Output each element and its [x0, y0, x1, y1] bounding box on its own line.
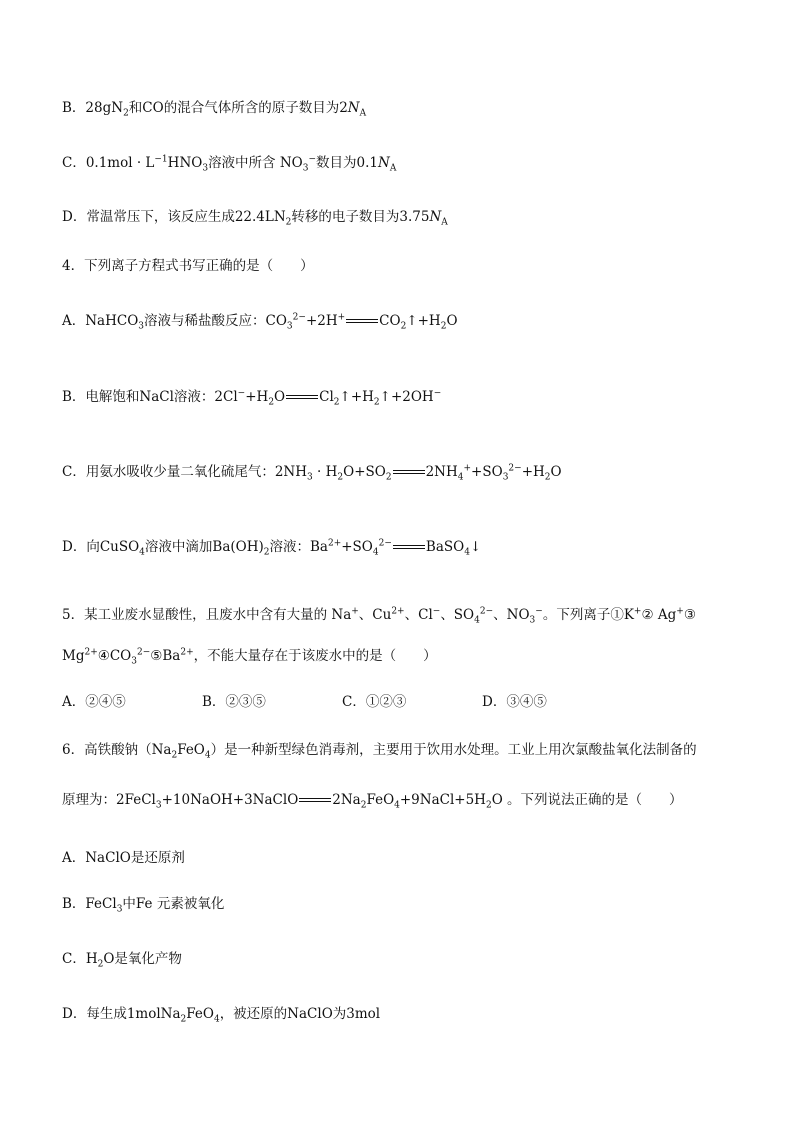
q6-option-c: C．$H_2O$是氧化产物	[62, 951, 182, 970]
equals-sign	[299, 796, 331, 806]
equals-sign	[286, 393, 318, 403]
q4-option-d: D．向CuSO$_4$溶液中滴加$Ba(OH)_2$溶液：$Ba^{2+}+SO_4^{2-}$ BaSO$_4$↓	[62, 538, 482, 558]
q5-stem-line1: 5．某工业废水显酸性，且废水中含有大量的 Na+、$Cu^{2+}$、Cl−、$SO_4^{2-}$、$NO_3^-$。下列离子①K+② Ag+③	[62, 606, 696, 626]
q6-option-b: B．FeCl$_3$中Fe 元素被氧化	[62, 896, 225, 915]
equals-sign	[393, 543, 425, 553]
equals-sign	[346, 317, 378, 327]
q4-option-c: C．用氨水吸收少量二氧化硫尾气：$2NH_3 \cdot H_2O+SO_2$ $2NH_4^++SO_3^{2-}+H_2O$	[62, 463, 562, 483]
q6-option-d: D．每生成1molNa$_2$FeO$_4$，被还原的NaClO为3mol	[62, 1006, 381, 1025]
q4-option-a: A．NaHCO$_3$溶液与稀盐酸反应：$CO_3^{2-}+2H^+$ $CO_2↑+H_2O$	[62, 312, 458, 332]
q6-stem-line1: 6．高铁酸钠$(Na_2FeO_4)$是一种新型绿色消毒剂，主要用于饮用水处理。工业上用次氯酸盐氧化法制备的	[62, 742, 697, 761]
q5-option-a: A．②④⑤	[62, 694, 126, 710]
q5-options	[62, 692, 622, 712]
q6-stem-line2: 原理为：2FeCl$_3$+10NaOH+3NaClO $2Na_2FeO_4+9NaCl+5H_2O$ 。下列说法正确的是（ ）	[62, 792, 683, 811]
q4-stem: 4．下列离子方程式书写正确的是（ ）	[62, 258, 314, 274]
q5-option-b: B．②③⑤	[202, 694, 266, 710]
q4-option-b: B．电解饱和NaCl溶液：$2Cl^-+H_2O$ $Cl_2↑+H_2↑+2OH^-$	[62, 388, 442, 408]
q5-stem-line2: $Mg^{2+}④CO_3^{2-}⑤Ba^{2+}$，不能大量存在于该废水中的是（ ）	[62, 647, 437, 667]
q5-option-d: D．③④⑤	[482, 694, 547, 710]
q5-option-c: C．①②③	[342, 694, 407, 710]
q3-option-c: C．$0.1mol \cdot L^{-1}HNO_3$溶液中所含 $NO_3^-$数目为$0.1N_A$	[62, 154, 397, 174]
q6-option-a: A．NaClO是还原剂	[62, 850, 185, 866]
q3-option-d: D．常温常压下，该反应生成$22.4LN_2$转移的电子数目为$3.75N_A$	[62, 209, 448, 228]
q3-option-b: B．$28gN_2$和CO的混合气体所含的原子数目为$2N_A$	[62, 100, 367, 119]
equals-sign	[393, 468, 425, 478]
